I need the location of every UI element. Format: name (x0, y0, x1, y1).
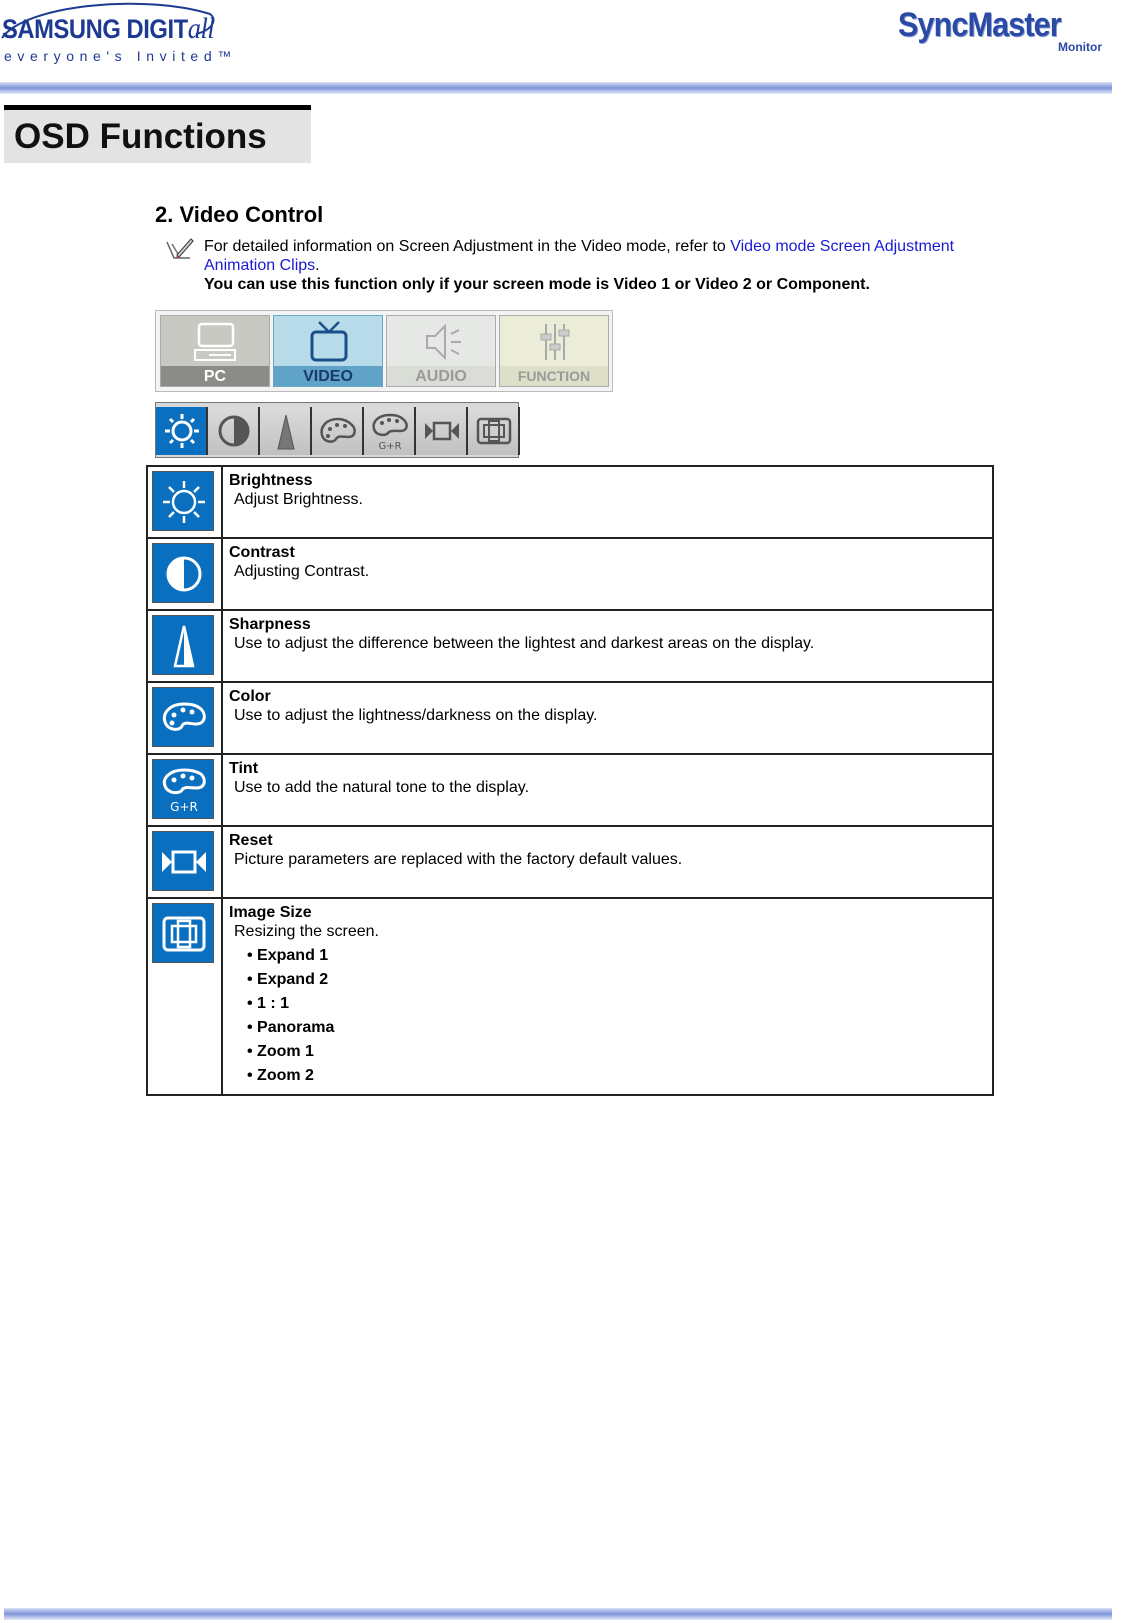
contrast-icon (214, 411, 254, 451)
tv-icon (294, 320, 364, 366)
function-desc: Adjust Brightness. (234, 491, 363, 508)
section-title-box (4, 105, 311, 163)
samsung-brand: SAMSUNG DIGIT (2, 14, 188, 44)
table-row (147, 826, 993, 898)
tab-audio (386, 315, 496, 387)
table-row (147, 754, 993, 826)
section-title: OSD Functions (14, 117, 267, 156)
function-name: Brightness (229, 472, 313, 489)
function-name: Reset (229, 832, 273, 849)
color-palette-icon (318, 411, 358, 451)
note-period: . (315, 257, 320, 274)
color-palette-icon (160, 694, 208, 742)
osd-mode-tabs (155, 310, 613, 392)
functions-table (146, 465, 994, 1096)
reset-icon (160, 838, 208, 886)
reset-icon (422, 411, 462, 451)
list-item: • Panorama (247, 1019, 335, 1036)
tab-audio-label: AUDIO (387, 366, 495, 386)
bar-sharpness (260, 407, 312, 455)
table-row (147, 682, 993, 754)
function-name: Contrast (229, 544, 295, 561)
header-divider (0, 82, 1112, 94)
bar-tint (364, 407, 416, 455)
image-size-icon (160, 910, 208, 958)
brightness-icon (162, 411, 202, 451)
note-pencil-icon (164, 236, 194, 264)
syncmaster-logo (898, 6, 1106, 60)
syncmaster-brand: SyncMaster (898, 6, 1061, 44)
note-text (204, 237, 964, 294)
page-subtitle: 2. Video Control (155, 202, 324, 227)
sharpness-icon (266, 411, 306, 451)
contrast-icon (160, 550, 208, 598)
samsung-brand-suffix: all (187, 12, 215, 45)
image-size-options (229, 944, 986, 1088)
animation-clips-link[interactable]: Video mode Screen Adjustment Animation Clips (204, 238, 955, 274)
function-desc: Resizing the screen. (234, 923, 379, 940)
tint-glyph-text: G+R (170, 800, 198, 814)
function-name: Image Size (229, 904, 312, 921)
tab-function (499, 315, 609, 387)
tint-glyph-text: G+R (378, 441, 402, 451)
function-name: Tint (229, 760, 259, 777)
table-row (147, 898, 993, 1095)
bar-reset (416, 407, 468, 455)
tint-palette-icon (160, 766, 208, 814)
list-item: • 1 : 1 (247, 995, 290, 1012)
tab-pc (160, 315, 270, 387)
bar-color (312, 407, 364, 455)
function-desc: Use to add the natural tone to the display. (234, 779, 530, 796)
table-row (147, 610, 993, 682)
list-item: • Zoom 2 (247, 1067, 314, 1084)
image-size-icon (474, 411, 514, 451)
footer-divider (4, 1608, 1112, 1620)
samsung-logo (2, 2, 237, 66)
tab-video-label: VIDEO (274, 366, 382, 386)
function-desc: Adjusting Contrast. (234, 563, 370, 580)
function-desc: Use to adjust the lightness/darkness on the display. (234, 707, 598, 724)
note-warning: You can use this function only if your screen mode is Video 1 or Video 2 or Component. (204, 276, 870, 293)
function-name: Sharpness (229, 616, 311, 633)
pc-icon (181, 320, 251, 366)
video-submenu-iconbar (155, 402, 519, 458)
function-desc: Use to adjust the difference between the lightest and darkest areas on the display. (234, 635, 815, 652)
tab-pc-label: PC (161, 366, 269, 386)
brightness-icon (160, 478, 208, 526)
function-name: Color (229, 688, 271, 705)
bar-contrast (208, 407, 260, 455)
table-row (147, 538, 993, 610)
table-row (147, 466, 993, 538)
function-desc: Picture parameters are replaced with the factory default values. (234, 851, 683, 868)
list-item: • Zoom 1 (247, 1043, 314, 1060)
bar-image-size (468, 407, 520, 455)
samsung-tagline: everyone's Invited™ (4, 48, 237, 64)
tab-video (273, 315, 383, 387)
list-item: • Expand 1 (247, 947, 329, 964)
syncmaster-sub: Monitor (1058, 40, 1102, 54)
function-sliders-icon (520, 320, 590, 366)
list-item: • Expand 2 (247, 971, 329, 988)
speaker-icon (407, 320, 477, 366)
tab-function-label: FUNCTION (500, 366, 608, 386)
sharpness-icon (160, 622, 208, 670)
note-intro: For detailed information on Screen Adjustment in the Video mode, refer to (204, 238, 731, 255)
bar-brightness (156, 407, 208, 455)
tint-palette-icon (370, 411, 410, 451)
